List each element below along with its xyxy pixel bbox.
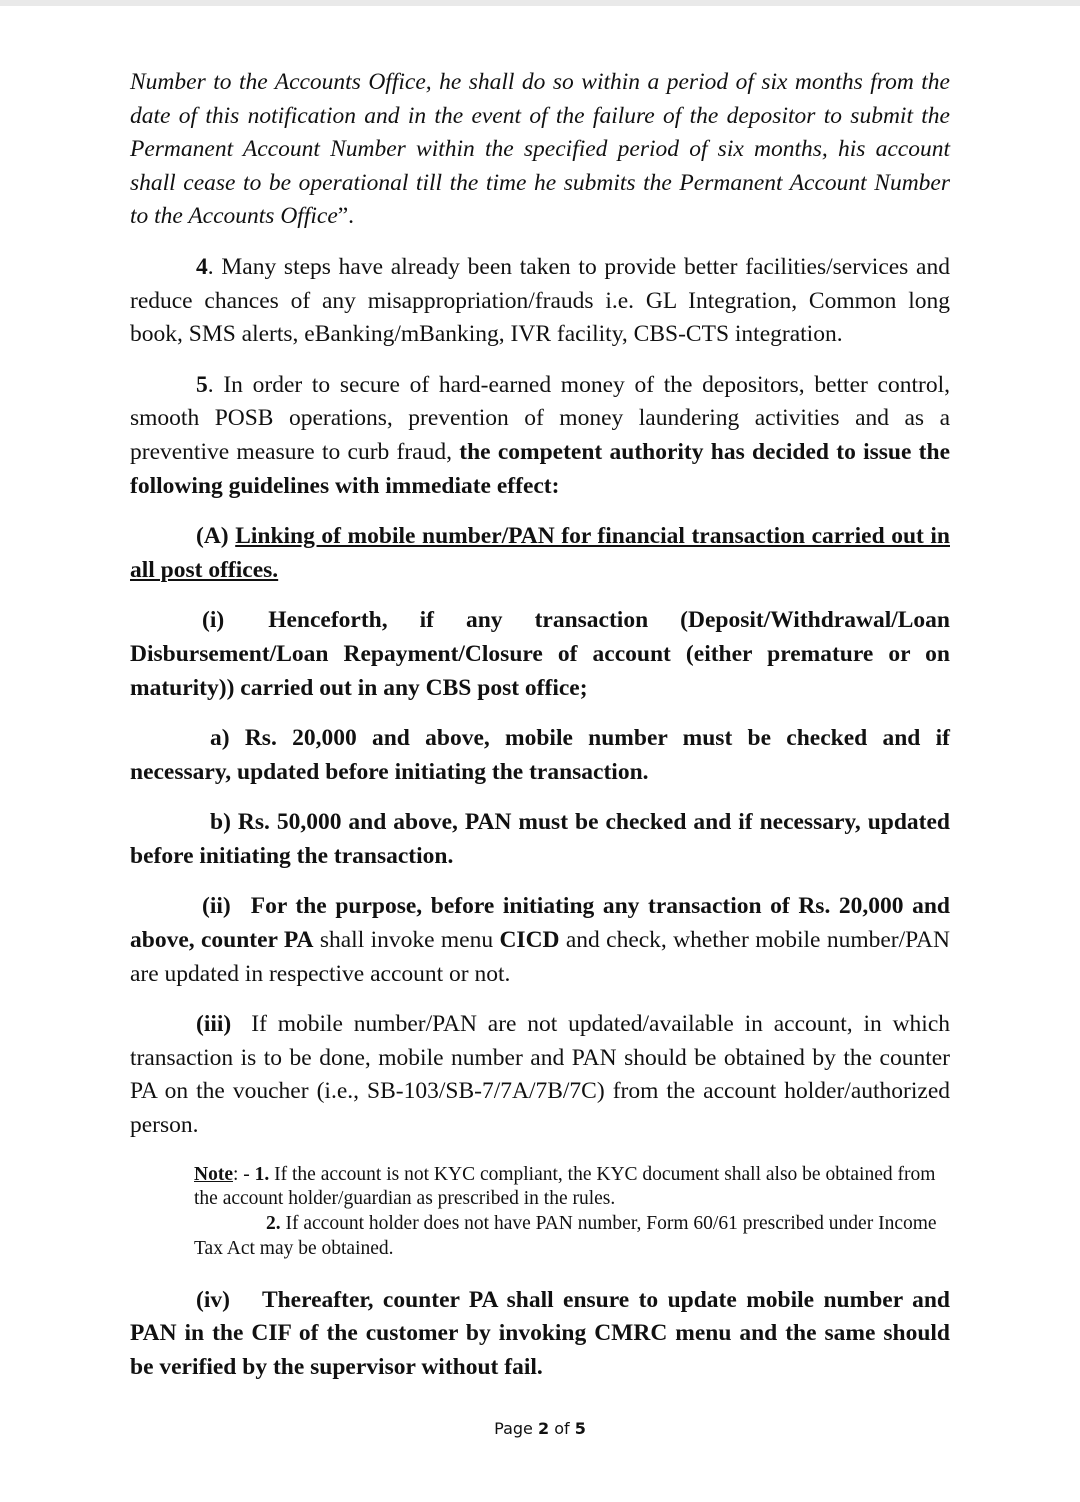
note-line-2	[194, 1212, 950, 1262]
paragraph-5-text: . In order to secure of hard-earned money of the depositors, better control, smooth POSB operations, prevention of money laundering activities and as a preventive measure to curb fraud,	[130, 371, 950, 465]
item-ii-menu-name: CICD	[499, 927, 560, 954]
item-i	[130, 604, 950, 705]
total-pages-number: 5	[574, 1419, 586, 1438]
item-i-label: (i)	[202, 607, 225, 634]
item-ii-text-2: and check, whether mobile number/PAN are updated in respective account or not.	[130, 927, 950, 987]
section-a-heading	[130, 520, 950, 587]
item-a-text: a) Rs. 20,000 and above, mobile number must be checked and if necessary, updated before initiating the transaction.	[130, 725, 950, 785]
quoted-text: Number to the Accounts Office, he shall do so within a period of six months from the date of this notification and in the event of the failure of the depositor to submit the Permanent Account Number within the specified period of six months, his account shall cease to be operational till the time he submits the Permanent Account Number to the Accounts Office	[130, 69, 950, 230]
note-2-number: 2.	[266, 1213, 281, 1235]
section-a-title: Linking of mobile number/PAN for financial transaction carried out in all post offices.	[130, 523, 950, 583]
item-ii-bold-text: For the purpose, before initiating any transaction of Rs. 20,000 and above, counter PA	[130, 893, 950, 954]
paragraph-5-number: 5	[196, 371, 208, 398]
page-footer	[0, 1419, 1080, 1438]
note-line-1	[194, 1163, 950, 1213]
paragraph-5-bold-text: the competent authority has decided to issue the following guidelines with immediate effect:	[130, 438, 950, 499]
viewer-top-bar	[0, 0, 1080, 6]
paragraph-4	[130, 251, 950, 352]
item-ii	[130, 890, 950, 991]
document-page	[130, 66, 950, 1385]
paragraph-4-text: . Many steps have already been taken to provide better facilities/services and reduce chances of any misappropriation/frauds i.e. GL Integration, Common long book, SMS alerts, eBanking/mBanking, IVR facility, CBS-CTS integration.	[130, 253, 950, 348]
note-separator: : -	[232, 1163, 255, 1185]
note-2-text: If account holder does not have PAN number, Form 60/61 prescribed under Income Tax Act may be obtained.	[194, 1213, 937, 1260]
item-iv-label: (iv)	[196, 1286, 230, 1313]
item-ii-text-1: shall invoke menu	[313, 927, 500, 954]
item-iii-label: (iii)	[196, 1011, 232, 1038]
item-a	[130, 722, 950, 789]
current-page-number: 2	[537, 1419, 550, 1438]
item-ii-label: (ii)	[202, 893, 231, 920]
item-b-text: b) Rs. 50,000 and above, PAN must be checked and if necessary, updated before initiating the transaction.	[130, 809, 950, 869]
item-i-text: Henceforth, if any transaction (Deposit/Withdrawal/Loan Disbursement/Loan Repayment/Closure of account (either premature or on maturity)) carried out in any CBS post office;	[130, 607, 950, 701]
item-b	[130, 806, 950, 873]
of-word: of	[549, 1419, 575, 1438]
quote-close: ”.	[337, 203, 355, 230]
item-iv-text: Thereafter, counter PA shall ensure to update mobile number and PAN in the CIF of the customer by invoking CMRC menu and the same should be verified by the supervisor without fail.	[130, 1286, 950, 1380]
note-block	[194, 1163, 950, 1262]
note-label: Note	[194, 1163, 233, 1185]
item-iii	[130, 1008, 950, 1142]
note-1-number: 1.	[254, 1163, 270, 1185]
note-1-text: If the account is not KYC compliant, the KYC document shall also be obtained from the account holder/guardian as prescribed in the rules.	[194, 1163, 936, 1210]
section-a-label: (A)	[196, 523, 236, 550]
quoted-notification-paragraph	[130, 66, 950, 234]
page-word: Page	[494, 1419, 538, 1438]
item-iii-text: If mobile number/PAN are not updated/available in account, in which transaction is to be done, mobile number and PAN should be obtained by the counter PA on the voucher (i.e., SB-103/SB-7/7A/7B/7C) from the account holder/authorized person.	[130, 1011, 950, 1139]
item-iv	[130, 1284, 950, 1385]
paragraph-4-number: 4	[196, 253, 208, 280]
paragraph-5	[130, 369, 950, 503]
